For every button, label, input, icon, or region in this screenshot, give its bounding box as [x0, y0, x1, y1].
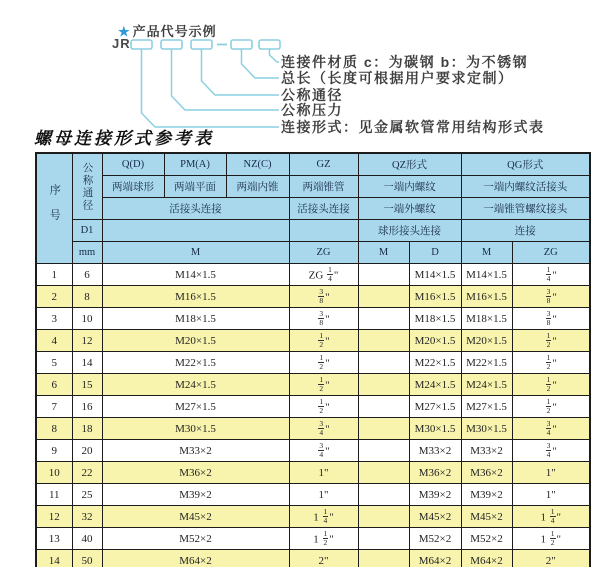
- cell-qz-m: [358, 418, 409, 440]
- cell-qz-d: M22×1.5: [409, 352, 461, 374]
- cell-m: M16×1.5: [102, 286, 289, 308]
- cell-dn: 25: [72, 484, 102, 506]
- label-material: 连接件材质 c：为碳钢 b：为不锈钢: [281, 54, 529, 70]
- cell-dn: 16: [72, 396, 102, 418]
- table-row: [36, 352, 590, 374]
- header-row-1: [36, 153, 590, 176]
- table-row: [36, 374, 590, 396]
- cell-qg-m: M16×1.5: [461, 286, 512, 308]
- cell-zg: $\frac{3}{4}$ ": [289, 418, 358, 440]
- cell-qz-d: M24×1.5: [409, 374, 461, 396]
- cell-dn: 10: [72, 308, 102, 330]
- cell-seq: 13: [36, 528, 72, 550]
- cell-m: M27×1.5: [102, 396, 289, 418]
- cell-m: M33×2: [102, 440, 289, 462]
- cell-zg: $\frac{3}{8}$ ": [289, 286, 358, 308]
- header-group-pma: PM(A): [164, 153, 226, 176]
- cell-qg-m: M18×1.5: [461, 308, 512, 330]
- cell-dn: 6: [72, 264, 102, 286]
- header-gz-type: 两端锥管: [289, 176, 358, 198]
- header-seq: 序号: [36, 153, 72, 264]
- header-group-qz: QZ形式: [358, 153, 461, 176]
- cell-seq: 11: [36, 484, 72, 506]
- cell-dn: 22: [72, 462, 102, 484]
- header-empty-left: [102, 220, 289, 242]
- cell-seq: 5: [36, 352, 72, 374]
- cell-qz-d: M39×2: [409, 484, 461, 506]
- cell-qg-m: M36×2: [461, 462, 512, 484]
- code-box-4: [231, 40, 252, 49]
- connector-line-pressure: [172, 49, 280, 110]
- cell-qz-m: [358, 308, 409, 330]
- cell-seq: 8: [36, 418, 72, 440]
- cell-seq: 10: [36, 462, 72, 484]
- label-length: 总长（长度可根据用户要求定制）: [281, 70, 514, 86]
- cell-qg-m: M14×1.5: [461, 264, 512, 286]
- cell-m: M22×1.5: [102, 352, 289, 374]
- cell-qz-m: [358, 264, 409, 286]
- cell-zg: $\frac{1}{2}$ ": [289, 396, 358, 418]
- cell-qz-m: [358, 286, 409, 308]
- cell-m: M64×2: [102, 550, 289, 567]
- header-qd-type: 两端球形: [102, 176, 164, 198]
- cell-seq: 14: [36, 550, 72, 567]
- cell-m: M14×1.5: [102, 264, 289, 286]
- header-qg-m-col: M: [461, 242, 512, 264]
- table-row: [36, 506, 590, 528]
- cell-seq: 12: [36, 506, 72, 528]
- header-qz-connect: 球形接头连接: [358, 220, 461, 242]
- header-qz-d-col: D: [409, 242, 461, 264]
- header-m-col: M: [102, 242, 289, 264]
- cell-qg-m: M64×2: [461, 550, 512, 567]
- cell-qz-d: M36×2: [409, 462, 461, 484]
- star-icon: ★: [118, 24, 131, 39]
- cell-qz-m: [358, 506, 409, 528]
- table-title: 螺母连接形式参考表: [34, 129, 214, 148]
- table-row: [36, 308, 590, 330]
- table-row: [36, 550, 590, 567]
- cell-zg: 1 $\frac{1}{2}$ ": [289, 528, 358, 550]
- code-box-5: [259, 40, 280, 49]
- cell-zg: $\frac{1}{2}$ ": [289, 374, 358, 396]
- cell-seq: 7: [36, 396, 72, 418]
- cell-qz-d: M20×1.5: [409, 330, 461, 352]
- cell-m: M20×1.5: [102, 330, 289, 352]
- cell-m: M39×2: [102, 484, 289, 506]
- table-row: [36, 396, 590, 418]
- header-union-connect-gz: 活接头连接: [289, 198, 358, 220]
- header-qg-connect: 连接: [461, 220, 590, 242]
- cell-qz-d: M64×2: [409, 550, 461, 567]
- cell-qz-m: [358, 440, 409, 462]
- code-box-1: [131, 40, 152, 49]
- cell-qz-d: M27×1.5: [409, 396, 461, 418]
- cell-qg-zg: $\frac{3}{8}$ ": [512, 286, 590, 308]
- code-prefix: JR: [112, 36, 131, 51]
- header-empty-gz: [289, 220, 358, 242]
- code-box-2: [161, 40, 182, 49]
- cell-qg-zg: $\frac{3}{8}$ ": [512, 308, 590, 330]
- diagram-heading: [118, 21, 217, 40]
- table-row: [36, 528, 590, 550]
- cell-seq: 9: [36, 440, 72, 462]
- cell-qz-m: [358, 528, 409, 550]
- cell-qz-d: M52×2: [409, 528, 461, 550]
- header-dn: 公称通径: [72, 153, 102, 220]
- cell-qg-m: M20×1.5: [461, 330, 512, 352]
- cell-qg-m: M22×1.5: [461, 352, 512, 374]
- cell-seq: 1: [36, 264, 72, 286]
- cell-qg-m: M30×1.5: [461, 418, 512, 440]
- cell-qg-zg: $\frac{3}{4}$ ": [512, 418, 590, 440]
- cell-m: M30×1.5: [102, 418, 289, 440]
- cell-qz-d: M45×2: [409, 506, 461, 528]
- table-row: [36, 440, 590, 462]
- header-qg-zg-col: ZG: [512, 242, 590, 264]
- label-pressure: 公称压力: [281, 102, 343, 118]
- cell-qz-m: [358, 462, 409, 484]
- cell-qz-d: M33×2: [409, 440, 461, 462]
- header-pma-type: 两端平面: [164, 176, 226, 198]
- cell-qg-m: M24×1.5: [461, 374, 512, 396]
- header-zg-col: ZG: [289, 242, 358, 264]
- cell-dn: 40: [72, 528, 102, 550]
- nut-connection-table: [35, 152, 591, 567]
- cell-dn: 8: [72, 286, 102, 308]
- cell-qz-d: M14×1.5: [409, 264, 461, 286]
- header-group-qd: Q(D): [102, 153, 164, 176]
- cell-qz-m: [358, 352, 409, 374]
- cell-dn: 18: [72, 418, 102, 440]
- cell-m: M45×2: [102, 506, 289, 528]
- cell-zg: 2": [289, 550, 358, 567]
- diagram-heading-text: 产品代号示例: [132, 24, 217, 39]
- header-group-nzc: NZ(C): [226, 153, 289, 176]
- cell-qg-m: M45×2: [461, 506, 512, 528]
- cell-zg: ZG $\frac{1}{4}$ ": [289, 264, 358, 286]
- cell-qz-m: [358, 330, 409, 352]
- table-row: [36, 484, 590, 506]
- table-row: [36, 264, 590, 286]
- cell-qg-m: M33×2: [461, 440, 512, 462]
- cell-dn: 20: [72, 440, 102, 462]
- cell-qg-zg: $\frac{1}{2}$ ": [512, 396, 590, 418]
- cell-m: M24×1.5: [102, 374, 289, 396]
- cell-qz-m: [358, 396, 409, 418]
- cell-seq: 2: [36, 286, 72, 308]
- cell-qg-m: M52×2: [461, 528, 512, 550]
- header-row-5: [36, 242, 590, 264]
- cell-qz-d: M18×1.5: [409, 308, 461, 330]
- header-qg-type2: 一端锥管螺纹接头: [461, 198, 590, 220]
- cell-dn: 32: [72, 506, 102, 528]
- cell-m: M52×2: [102, 528, 289, 550]
- header-qz-m-col: M: [358, 242, 409, 264]
- header-qg-type: 一端内螺纹活接头: [461, 176, 590, 198]
- table-row: [36, 330, 590, 352]
- cell-dn: 15: [72, 374, 102, 396]
- cell-seq: 4: [36, 330, 72, 352]
- cell-qg-m: M39×2: [461, 484, 512, 506]
- header-union-connect-left: 活接头连接: [102, 198, 289, 220]
- cell-qg-m: M27×1.5: [461, 396, 512, 418]
- cell-seq: 6: [36, 374, 72, 396]
- table-row: [36, 462, 590, 484]
- cell-dn: 12: [72, 330, 102, 352]
- cell-qg-zg: $\frac{3}{4}$ ": [512, 440, 590, 462]
- cell-zg: 1": [289, 462, 358, 484]
- cell-zg: 1 $\frac{1}{4}$ ": [289, 506, 358, 528]
- header-unit: mm: [72, 242, 102, 264]
- header-qz-type2: 一端外螺纹: [358, 198, 461, 220]
- connector-line-form: [142, 49, 280, 127]
- label-form: 连接形式：见金属软管常用结构形式表: [281, 119, 545, 135]
- cell-zg: $\frac{1}{2}$ ": [289, 330, 358, 352]
- header-group-gz: GZ: [289, 153, 358, 176]
- cell-qg-zg: 2": [512, 550, 590, 567]
- cell-qg-zg: 1": [512, 462, 590, 484]
- table-body: [36, 264, 590, 567]
- cell-qg-zg: $\frac{1}{2}$ ": [512, 374, 590, 396]
- connector-line-length: [242, 49, 280, 78]
- cell-zg: $\frac{1}{2}$ ": [289, 352, 358, 374]
- header-d1: D1: [72, 220, 102, 242]
- header-nzc-type: 两端内锥: [226, 176, 289, 198]
- header-row-3: [36, 198, 590, 220]
- cell-dn: 50: [72, 550, 102, 567]
- header-row-4: [36, 220, 590, 242]
- cell-qg-zg: 1": [512, 484, 590, 506]
- cell-qz-d: M30×1.5: [409, 418, 461, 440]
- cell-qg-zg: $\frac{1}{4}$ ": [512, 264, 590, 286]
- cell-qg-zg: $\frac{1}{2}$ ": [512, 330, 590, 352]
- connector-line-diameter: [202, 49, 280, 95]
- cell-qz-m: [358, 484, 409, 506]
- cell-qz-m: [358, 550, 409, 567]
- table-row: [36, 418, 590, 440]
- cell-zg: $\frac{3}{8}$ ": [289, 308, 358, 330]
- cell-dn: 14: [72, 352, 102, 374]
- cell-m: M36×2: [102, 462, 289, 484]
- table-row: [36, 286, 590, 308]
- label-diameter: 公称通径: [281, 87, 343, 103]
- code-box-3: [191, 40, 212, 49]
- cell-zg: $\frac{3}{4}$ ": [289, 440, 358, 462]
- cell-qg-zg: 1 $\frac{1}{4}$ ": [512, 506, 590, 528]
- header-group-qg: QG形式: [461, 153, 590, 176]
- cell-seq: 3: [36, 308, 72, 330]
- cell-qz-d: M16×1.5: [409, 286, 461, 308]
- cell-zg: 1": [289, 484, 358, 506]
- connector-line-material: [270, 49, 280, 62]
- cell-m: M18×1.5: [102, 308, 289, 330]
- cell-qg-zg: $\frac{1}{2}$ ": [512, 352, 590, 374]
- cell-qz-m: [358, 374, 409, 396]
- header-qz-type: 一端内螺纹: [358, 176, 461, 198]
- cell-qg-zg: 1 $\frac{1}{2}$ ": [512, 528, 590, 550]
- header-row-2: [36, 176, 590, 198]
